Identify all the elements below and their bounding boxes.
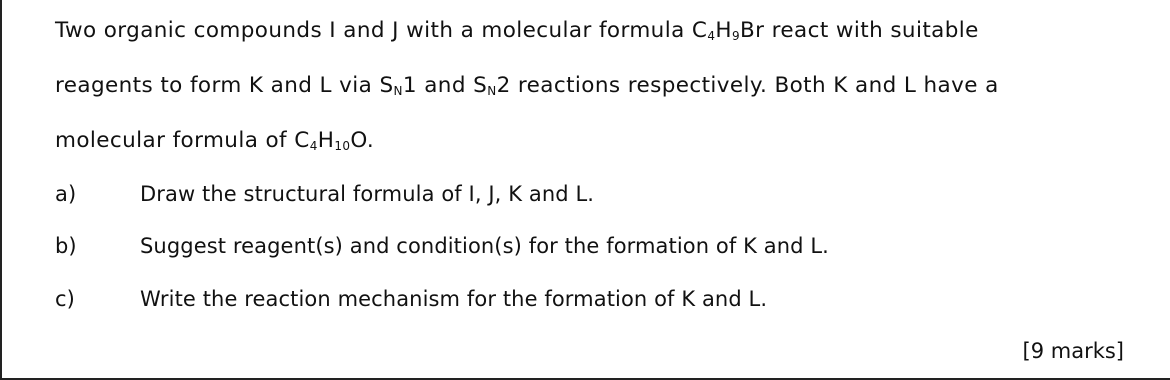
part-c-text: Write the reaction mechanism for the formation of K and L. [140, 287, 768, 311]
formula-hydrogen-subscript: 9 [731, 29, 740, 43]
line-2-text: reagents to form K and L via [55, 73, 380, 98]
question-line-1 [55, 18, 1130, 43]
formula-carbon-subscript: 4 [309, 139, 318, 153]
sn2-number: 2 [496, 73, 511, 98]
part-c-label: c) [55, 287, 75, 311]
sn1-number: 1 [402, 73, 417, 98]
formula-carbon: C [294, 128, 310, 153]
formula-bromine: Br [740, 18, 765, 43]
line-3-tail: . [366, 128, 375, 153]
part-a-text: Draw the structural formula of I, J, K and L. [140, 182, 595, 206]
formula-hydrogen-subscript: 10 [334, 139, 351, 153]
part-c [55, 287, 767, 311]
formula-carbon-subscript: 4 [707, 29, 716, 43]
line-2-tail: reactions respectively. Both K and L have a [510, 73, 999, 98]
formula-hydrogen: H [317, 128, 335, 153]
line-3-text: molecular formula of [55, 128, 295, 153]
formula-oxygen: O [350, 128, 367, 153]
sn1-s: S [379, 73, 394, 98]
part-a-label: a) [55, 182, 77, 206]
part-a [55, 182, 594, 206]
line-1-tail: react with suitable [764, 18, 979, 43]
sn2-s: S [473, 73, 488, 98]
formula-carbon: C [691, 18, 708, 43]
sn1-subscript: N [393, 84, 403, 98]
part-b [55, 234, 829, 258]
question-line-2 [55, 73, 1130, 98]
formula-hydrogen: H [715, 18, 732, 43]
marks-label: [9 marks] [1022, 339, 1124, 363]
part-b-text: Suggest reagent(s) and condition(s) for the formation of K and L. [140, 234, 829, 258]
line-2-and: and [417, 73, 474, 98]
question-line-3 [55, 128, 1130, 153]
sn2-subscript: N [487, 84, 497, 98]
part-b-label: b) [55, 234, 77, 258]
line-1-text: Two organic compounds I and J with a molecular formula [55, 18, 692, 43]
